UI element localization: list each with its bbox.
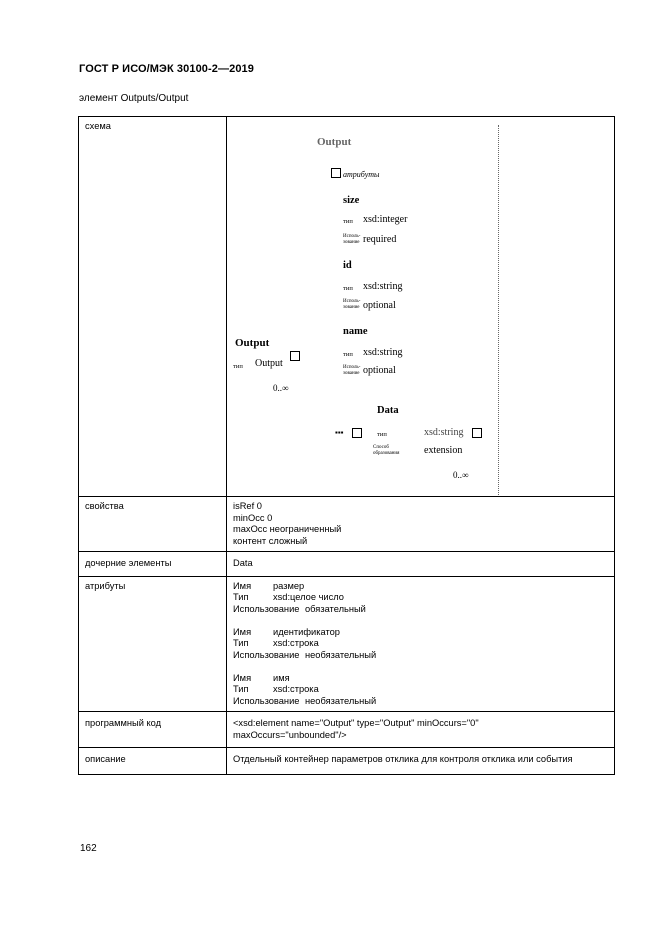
sequence-compositor-icon: ▪▪▪ <box>335 428 344 437</box>
attr3-name-label: Имя <box>233 672 252 683</box>
table-row-description <box>79 748 615 775</box>
child-type-value: xsd:string <box>424 427 464 438</box>
attr-id-use-value: optional <box>363 300 396 311</box>
description-label: описание <box>79 748 227 775</box>
attr-id-name: id <box>343 260 352 271</box>
attr-size-type-value: xsd:integer <box>363 214 408 225</box>
code-value <box>227 712 615 748</box>
attributes-row-values <box>227 576 615 712</box>
attr-name-name: name <box>343 326 368 337</box>
group-title: Output <box>317 136 352 148</box>
description-value: Отдельный контейнер параметров отклика для контроля отклика или события <box>227 748 615 775</box>
child-expand-box-icon <box>472 428 482 438</box>
attr-size-name: size <box>343 195 360 206</box>
table-row-code <box>79 712 615 748</box>
attr1-name-value: размер <box>273 580 305 591</box>
children-label: дочерние элементы <box>79 552 227 577</box>
attr1-name-label: Имя <box>233 580 252 591</box>
attr2-type-label: Тип <box>233 638 249 648</box>
element-type-value: Output <box>255 358 283 369</box>
attr-size-use-value: required <box>363 234 397 245</box>
sequence-box-icon <box>352 428 362 438</box>
attr-name-type-value: xsd:string <box>363 347 403 358</box>
page-number: 162 <box>80 843 97 854</box>
table-row-attributes <box>79 576 615 712</box>
element-occurrence: 0..∞ <box>273 383 289 393</box>
attr1-type-value: xsd:целое число <box>273 592 344 602</box>
properties-label: свойства <box>79 497 227 552</box>
properties-values <box>227 497 615 552</box>
attr-size-use-label: Исполь-зование <box>343 234 361 245</box>
attr2-use-value: необязательный <box>305 649 377 660</box>
attr1-type-label: Тип <box>233 592 249 602</box>
child-method-label: Способ образования <box>373 445 400 456</box>
attr2-name-label: Имя <box>233 626 252 637</box>
attr2-name-value: идентификатор <box>273 626 340 637</box>
attr2-type-value: xsd:строка <box>273 638 319 648</box>
element-spec-table <box>78 116 615 775</box>
table-row-schema <box>79 117 615 497</box>
child-occurrence: 0..∞ <box>453 470 469 480</box>
code-label: программный код <box>79 712 227 748</box>
attr-size-type-label: тип <box>343 218 353 225</box>
attr-name-type-label: тип <box>343 351 353 358</box>
child-element-name: Data <box>377 405 399 416</box>
attr2-use-label: Использование <box>233 649 300 660</box>
attr3-name-value: имя <box>273 672 290 683</box>
property-isref: isRef 0 <box>233 501 262 511</box>
attr-id-type-value: xsd:string <box>363 281 403 292</box>
attr-name-use-label: Исполь-зование <box>343 365 361 376</box>
attr3-use-value: необязательный <box>305 695 377 706</box>
attr3-type-value: xsd:строка <box>273 684 319 694</box>
table-row-children <box>79 552 615 577</box>
schema-diagram <box>227 117 615 497</box>
attr3-type-label: Тип <box>233 684 249 694</box>
code-line-1: <xsd:element name="Output" type="Output" minOccurs="0" <box>233 718 479 728</box>
children-value: Data <box>227 552 615 577</box>
attr1-use-value: обязательный <box>305 603 366 614</box>
element-type-label: тип <box>233 363 243 370</box>
attr-id-type-label: тип <box>343 285 353 292</box>
element-subtitle: элемент Outputs/Output <box>79 93 189 104</box>
attr3-use-label: Использование <box>233 695 300 706</box>
property-maxocc: maxOcc неограниченный <box>233 524 342 534</box>
code-line-2: maxOccurs="unbounded"/> <box>233 729 347 740</box>
attributes-row-label: атрибуты <box>79 576 227 712</box>
attributes-label: атрибуты <box>343 170 380 179</box>
attr1-use-label: Использование <box>233 603 300 614</box>
table-row-properties <box>79 497 615 552</box>
property-minocc: minOcc 0 <box>233 512 273 523</box>
document-header: ГОСТ Р ИСО/МЭК 30100-2—2019 <box>79 63 254 75</box>
attr-name-use-value: optional <box>363 365 396 376</box>
attr-id-use-label: Исполь-зование <box>343 299 361 310</box>
child-method-value: extension <box>424 445 463 456</box>
element-expand-box-icon <box>290 351 300 361</box>
child-type-label: тип <box>377 431 387 438</box>
schema-label: схема <box>79 117 227 497</box>
property-content: контент сложный <box>233 535 308 546</box>
element-name: Output <box>235 337 270 349</box>
attributes-box-icon <box>331 168 341 178</box>
group-boundary-divider <box>498 125 501 495</box>
